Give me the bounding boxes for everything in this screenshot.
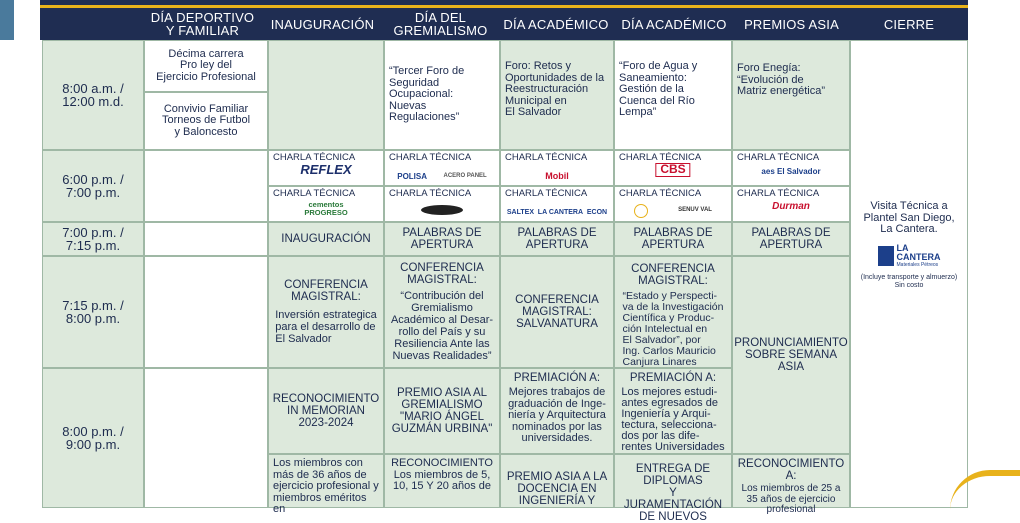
cell-charla-cbs — [614, 150, 732, 186]
cell-inauguracion-empty-1 — [268, 40, 384, 150]
conferencia-body: “Contribución del Gremialismo Académico al Desar- rollo del País y su Resiliencia Ante las Nuevas Realidades” — [390, 290, 494, 362]
cell-premiacion-trabajos — [500, 368, 614, 454]
header-dia-academico-1: DÍA ACADÉMICO — [503, 16, 609, 32]
charla-logos-senuv — [619, 204, 727, 218]
charla-logos-saltex — [505, 207, 609, 219]
econ-logo: ECON — [586, 208, 608, 216]
cell-inauguracion: INAUGURACIÓN — [268, 222, 384, 256]
mobil-logo: Mobil — [545, 170, 569, 181]
cell-foro-seguridad: “Tercer Foro de Seguridad Ocupacional: Nuevas Regulaciones” — [384, 40, 500, 150]
cementos-progreso-logo: cementos PROGRESO — [304, 200, 348, 217]
cell-premio-docencia: PREMIO ASIA A LA DOCENCIA EN INGENIERÍA Y — [500, 454, 614, 508]
time-slot-5: 8:00 p.m. / 9:00 p.m. — [42, 368, 144, 508]
time-slot-2: 6:00 p.m. / 7:00 p.m. — [42, 150, 144, 222]
cell-charla-aes — [732, 150, 850, 186]
charla-label: CHARLA TÉCNICA — [619, 188, 702, 199]
cell-pronunciamiento: PRONUNCIAMIENTO SOBRE SEMANA ASIA — [732, 256, 850, 454]
cell-gremialismo-conferencia — [384, 256, 500, 368]
cell-deportivo-empty-5 — [144, 368, 268, 508]
senuv-logo: SENUV VAL — [678, 207, 712, 214]
top-bar — [40, 0, 968, 8]
aes-logo: aes El Salvador — [761, 167, 821, 176]
reconocimiento-title: RECONOCIMIENTO A: — [737, 458, 845, 482]
sponsor-logo-shape — [421, 205, 463, 215]
cell-deportivo-empty-3 — [144, 222, 268, 256]
charla-label: CHARLA TÉCNICA — [389, 188, 472, 199]
cell-palabras-apertura-4: PALABRAS DE APERTURA — [732, 222, 850, 256]
cell-foro-reestructuracion: Foro: Retos y Oportunidades de la Reestructuración Municipal en El Salvador — [500, 40, 614, 150]
conferencia-title: CONFERENCIA MAGISTRAL: — [284, 279, 368, 303]
cell-inauguracion-conferencia — [268, 256, 384, 368]
premiacion-title: PREMIACIÓN A: — [629, 372, 717, 384]
reconocimiento-body: Los miembros de 25 a 35 años de ejercicio profesional — [741, 483, 841, 515]
conferencia-body: “Estado y Perspecti- va de la Investigación Científica y Produc- ción Intelectual en El Salvador”, por Ing. Carlos Mauricio Canjura Linares — [622, 290, 724, 368]
cell-conferencia-salvanatura: CONFERENCIA MAGISTRAL: SALVANATURA — [500, 256, 614, 368]
cell-charla-reflex — [268, 150, 384, 186]
premiacion-body: Mejores trabajos de graduación de Inge- niería y Arquitectura nominados por las universidades. — [508, 386, 606, 444]
header-dia-deportivo: DÍA DEPORTIVO Y FAMILIAR — [150, 10, 255, 38]
cell-charla-senuv — [614, 186, 732, 222]
la-cantera-mark-icon — [878, 246, 894, 266]
cell-deportivo-convivio: Convivio Familiar Torneos de Futbol y Baloncesto — [144, 92, 268, 150]
left-accent-shape — [0, 0, 14, 40]
cell-miembros-36: Los miembros con más de 36 años de ejercicio profesional y miembros eméritos en — [268, 454, 384, 508]
cell-entrega-diplomas: ENTREGA DE DIPLOMAS Y JURAMENTACIÓN DE NUEVOS — [614, 454, 732, 508]
header-row — [40, 8, 968, 40]
charla-label: CHARLA TÉCNICA — [737, 188, 820, 199]
time-slot-1: 8:00 a.m. / 12:00 m.d. — [42, 40, 144, 150]
cell-charla-mobil — [500, 150, 614, 186]
premiacion-body: Los mejores estudi- antes egresados de Ingeniería y Arqui- tectura, selecciona- dos por las dife- rentes Universidades — [621, 386, 725, 453]
la-cantera-logo — [878, 244, 941, 268]
reflex-logo: REFLEX — [300, 162, 352, 177]
cell-palabras-apertura-3: PALABRAS DE APERTURA — [614, 222, 732, 256]
charla-label: CHARLA TÉCNICA — [737, 152, 820, 163]
conferencia-title: CONFERENCIA MAGISTRAL: — [631, 263, 715, 287]
cell-reconocimiento-25-35 — [732, 454, 850, 515]
charla-label: CHARLA TÉCNICA — [505, 188, 588, 199]
cell-charla-durman — [732, 186, 850, 222]
header-cierre: CIERRE — [883, 16, 935, 32]
polisa-logo: POLISA — [397, 171, 428, 181]
header-inauguracion: INAUGURACIÓN — [270, 16, 375, 32]
cell-deportivo-empty-2 — [144, 150, 268, 222]
charla-label: CHARLA TÉCNICA — [505, 152, 588, 163]
charla-label: CHARLA TÉCNICA — [619, 152, 702, 163]
charla-label: CHARLA TÉCNICA — [273, 152, 356, 163]
conferencia-title: CONFERENCIA MAGISTRAL: — [400, 262, 484, 286]
premiacion-title: PREMIACIÓN A: — [513, 372, 601, 384]
cell-deportivo-carrera: Décima carrera Pro ley del Ejercicio Profesional — [144, 40, 268, 92]
cell-charla-polisa — [384, 150, 500, 186]
acero-panel-logo: ACERO PANEL — [443, 172, 487, 179]
cell-palabras-apertura-2: PALABRAS DE APERTURA — [500, 222, 614, 256]
cell-foro-agua: “Foro de Agua y Saneamiento: Gestión de la Cuenca del Río Lempa” — [614, 40, 732, 150]
conferencia-body: Inversión estrategica para el desarrollo de El Salvador — [275, 309, 377, 345]
cell-charla-saltex — [500, 186, 614, 222]
cbs-logo: CBS — [655, 163, 690, 177]
visita-tecnica-text: Visita Técnica a Plantel San Diego, La Cantera. — [863, 200, 955, 236]
la-cantera-logo-subtext: Materiales Pétreos — [896, 261, 939, 268]
cell-foro-energia: Foro Enegía: “Evolución de Matriz energética” — [732, 40, 850, 150]
cell-cierre — [850, 40, 968, 508]
seal-icon — [634, 204, 648, 218]
cell-premio-gremialismo: PREMIO ASIA AL GREMIALISMO "MARIO ÁNGEL GUZMÁN URBINA" — [384, 368, 500, 454]
durman-logo: Durman — [772, 201, 810, 212]
cell-academico2-conferencia — [614, 256, 732, 368]
charla-label: CHARLA TÉCNICA — [273, 188, 356, 199]
charla-logos-mobil — [505, 171, 609, 183]
header-dia-academico-2: DÍA ACADÉMICO — [621, 16, 727, 32]
charla-label: CHARLA TÉCNICA — [389, 152, 472, 163]
cell-deportivo-empty-4 — [144, 256, 268, 368]
cell-reconocimiento-memorian: RECONOCIMIENTO IN MEMORIAN 2023-2024 — [268, 368, 384, 454]
header-dia-gremialismo: DÍA DEL GREMIALISMO — [393, 10, 488, 38]
cell-charla-cementos — [268, 186, 384, 222]
time-slot-4: 7:15 p.m. / 8:00 p.m. — [42, 256, 144, 368]
cell-reconocimiento-5-20: RECONOCIMIENTO Los miembros de 5, 10, 15 Y 20 años de — [384, 454, 500, 508]
cell-premiacion-estudiantes — [614, 368, 732, 454]
costo-text: Sin costo — [894, 281, 924, 289]
charla-logos-polisa — [389, 171, 495, 183]
la-cantera-logo-text: LA CANTERA — [896, 242, 941, 262]
la-cantera-small-logo: LA CANTERA — [537, 208, 584, 216]
header-premios-asia: PREMIOS ASIA — [744, 16, 839, 32]
incluye-text: (Incluye transporte y almuerzo) — [860, 273, 958, 281]
saltex-logo: SALTEX — [506, 208, 534, 216]
cell-palabras-apertura-1: PALABRAS DE APERTURA — [384, 222, 500, 256]
cell-charla-gremialismo-2 — [384, 186, 500, 222]
time-slot-3: 7:00 p.m. / 7:15 p.m. — [42, 222, 144, 256]
